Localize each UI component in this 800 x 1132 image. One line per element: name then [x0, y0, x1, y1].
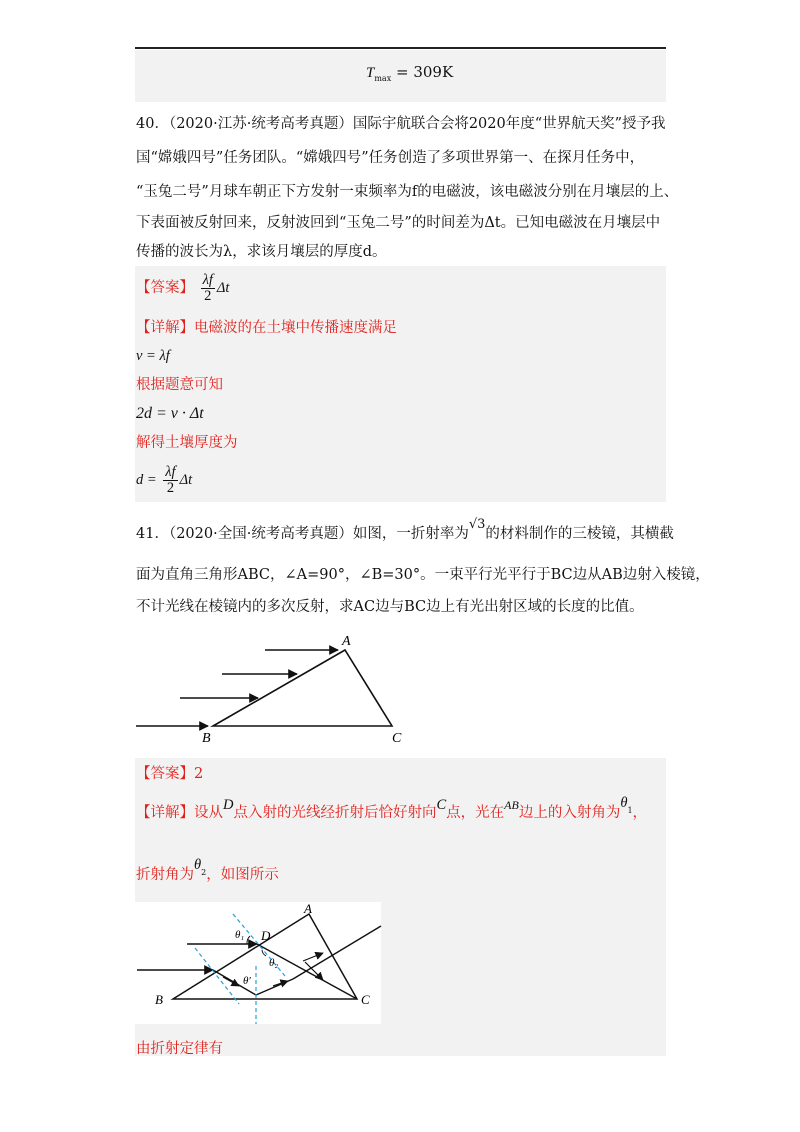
tmax-T: T [366, 65, 375, 81]
tmax-equation [366, 62, 453, 89]
normal-line-lower [195, 948, 239, 1004]
answer-value: 2 [194, 766, 204, 782]
eq-d-fraction: $\frac{\lambda f}{2}$ [165, 463, 176, 496]
tmax-sub: max [374, 74, 392, 83]
eq-2d: 2d = v · Δt [136, 405, 204, 422]
svg-text:B: B [155, 992, 163, 1007]
svg-text:C: C [361, 992, 370, 1007]
svg-text:θ′: θ′ [243, 975, 251, 987]
refraction-law-text: 由折射定律有 [136, 1041, 223, 1057]
q41-detail-line-1: 【详解】设从D点入射的光线经折射后恰好射向C点，光在$^{AB}$边上的入射角为$\theta_1$， [136, 795, 648, 821]
prism-figure-1 [130, 630, 430, 750]
q40-line-5: 传播的波长为λ，求该月壤层的厚度d。 [136, 244, 387, 260]
eq-v: v = λf [136, 348, 170, 364]
answer-fraction: $\frac{\lambda f}{2}$ [202, 271, 213, 304]
top-rule [135, 47, 666, 49]
q41-detail-line-2: 折射角为$\theta_2$，如图所示 [136, 857, 279, 883]
answer-label: 【答案】 [136, 280, 194, 296]
tmax-rest: = 309K [391, 63, 454, 81]
q41-line-2: 面为直角三角形ABC，∠A=90°，∠B=30°。一束平行光平行于BC边从AB边射入棱镜， [136, 567, 710, 583]
text-solve: 解得土壤厚度为 [136, 435, 238, 451]
detail-label: 【详解】 [136, 320, 194, 336]
q41-answer: 【答案】2 [136, 766, 204, 782]
q40-detail [136, 318, 397, 338]
q41-line-1: 41．（2020·全国·统考高考真题）如图，一折射率为√3的材料制作的三棱镜，其横截 [136, 517, 674, 542]
q40-line-1: 40．（2020·江苏·统考高考真题）国际宇航联合会将2020年度“世界航天奖”授予我 [136, 116, 666, 132]
label-C: C [392, 731, 402, 746]
detail-text: 电磁波的在土壤中传播速度满足 [194, 320, 397, 336]
q41-line-3: 不计光线在棱镜内的多次反射，求AC边与BC边上有光出射区域的长度的比值。 [136, 599, 644, 615]
sqrt3: √3 [468, 517, 486, 532]
q40-answer [136, 272, 229, 304]
eq-d: d = $\frac{\lambda f}{2}$ Δt [136, 463, 193, 496]
svg-text:θ₂: θ₂ [269, 957, 279, 969]
q40-line-3: “玉兔二号”月球车朝正下方发射一束频率为f的电磁波，该电磁波分别在月壤层的上、 [136, 184, 679, 200]
exit-ray [293, 926, 381, 979]
label-A: A [342, 634, 351, 649]
svg-text:D: D [261, 928, 271, 943]
label-B: B [202, 731, 211, 746]
answer-tail: Δt [216, 280, 230, 296]
svg-text:θ₁: θ₁ [235, 929, 245, 941]
text-condition: 根据题意可知 [136, 377, 223, 393]
prism-figure-2 [133, 900, 383, 1026]
svg-text:A: A [304, 901, 312, 916]
triangle-abc [213, 650, 392, 726]
q40-line-4: 下表面被反射回来，反射波回到“玉兔二号”的时间差为Δt。已知电磁波在月壤层中 [136, 215, 661, 231]
q40-line-2: 国“嫦娥四号”任务团队。“嫦娥四号”任务创造了多项世界第一、在探月任务中， [136, 150, 645, 166]
